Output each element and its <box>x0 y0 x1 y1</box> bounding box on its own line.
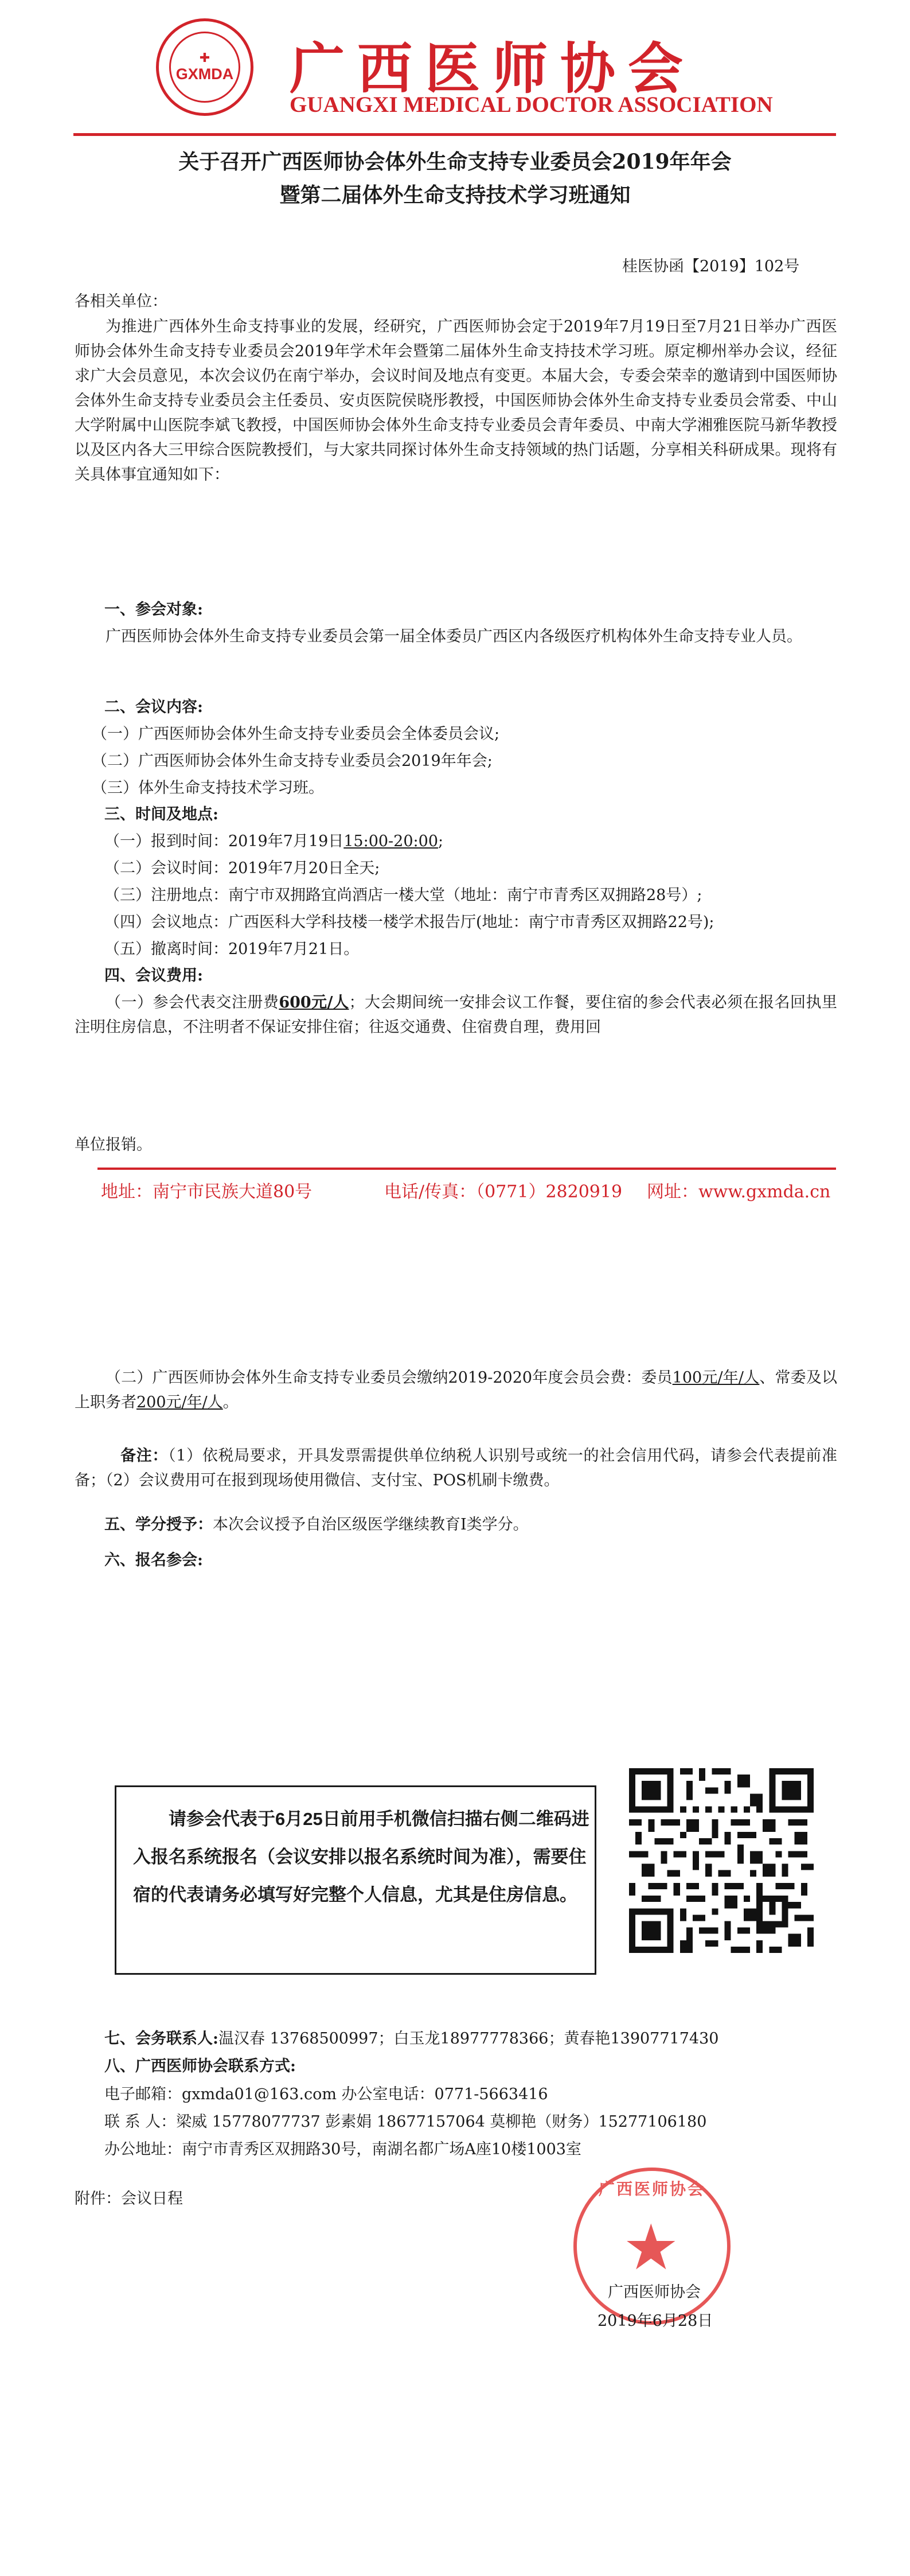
logo-inner-ring <box>169 32 240 103</box>
section2-item: （三）体外生命支持技术学习班。 <box>92 779 324 797</box>
section7-contacts: 温汉春 13768500997；白玉龙18977778366；黄春艳13907717430 <box>218 2030 719 2048</box>
header-divider <box>73 133 836 136</box>
member-fee: 100元/年/人 <box>672 1369 760 1387</box>
org-name-english: GUANGXI MEDICAL DOCTOR ASSOCIATION <box>290 92 773 117</box>
association-logo <box>156 18 253 116</box>
logo-abbreviation: GXMDA <box>175 65 234 83</box>
section1-body: 广西医师协会体外生命支持专业委员会第一届全体委员广西区内各级医疗机构体外生命支持专业人员。 <box>106 628 802 645</box>
section2-item: （二）广西医师协会体外生命支持专业委员会2019年年会; <box>92 752 493 770</box>
membership-prefix: （二）广西医师协会体外生命支持专业委员会缴纳2019-2020年度会员会费：委员 <box>106 1369 673 1387</box>
section2-heading: 二、会议内容: <box>104 698 203 716</box>
checkin-prefix: （一）报到时间：2019年7月19日 <box>104 832 344 850</box>
checkin-time: 15:00-20:00 <box>343 832 438 850</box>
footer-website: 网址：www.gxmda.cn <box>647 1182 831 1202</box>
registration-fee: 600元/人 <box>279 994 349 1011</box>
section5-body: 本次会议授予自治区级医学继续教育Ⅰ类学分。 <box>213 1516 529 1534</box>
seal-text: 广西医师协会 <box>598 2180 705 2198</box>
section3-item: （三）注册地点：南宁市双拥路宜尚酒店一楼大堂（地址：南宁市青秀区双拥路28号）; <box>104 886 702 904</box>
section2-item: （一）广西医师协会体外生命支持专业委员会全体委员会议; <box>92 725 500 743</box>
section3-item-checkin <box>104 831 443 852</box>
section3-item: （二）会议时间：2019年7月20日全天; <box>104 859 380 877</box>
notes-paragraph <box>75 1443 837 1493</box>
org-name-chinese: 广西医师协会 <box>290 36 696 101</box>
checkin-suffix: ; <box>438 832 444 850</box>
section3-item: （四）会议地点：广西医科大学科技楼一楼学术报告厅(地址：南宁市青秀区双拥路22号); <box>104 913 714 931</box>
membership-mid: 、常委及以上职务者 <box>75 1369 837 1411</box>
fee-paragraph-tail: 单位报销。 <box>75 1136 152 1154</box>
signup-notice-text: 请参会代表于6月25日前用手机微信扫描右侧二维码进入报名系统报名（会议安排以报名系统时间为准），需要住宿的代表请务必填写好完整个人信息，尤其是住房信息。 <box>133 1809 589 1905</box>
signup-qr-code-icon[interactable] <box>629 1768 814 1953</box>
salutation: 各相关单位： <box>75 293 167 310</box>
section8-heading: 八、广西医师协会联系方式: <box>104 2057 296 2075</box>
section1-heading: 一、参会对象: <box>104 601 203 618</box>
section4-heading: 四、会议费用: <box>104 967 203 985</box>
document-title-line1: 关于召开广西医师协会体外生命支持专业委员会2019年年会 <box>178 150 732 174</box>
section3-item: （五）撤离时间：2019年7月21日。 <box>104 940 360 958</box>
notes-label: 备注： <box>120 1447 169 1465</box>
senior-fee: 200元/年/人 <box>136 1394 223 1411</box>
section7 <box>104 2029 718 2049</box>
section3-heading: 三、时间及地点: <box>104 806 218 823</box>
section7-heading: 七、会务联系人: <box>104 2030 218 2048</box>
footer-address: 地址：南宁市民族大道80号 <box>101 1182 313 1202</box>
membership-end: 。 <box>222 1394 239 1411</box>
contact-address: 办公地址：南宁市青秀区双拥路30号，南湖名都广场A座10楼1003室 <box>104 2141 581 2158</box>
fee-prefix: （一）参会代表交注册费 <box>106 994 279 1011</box>
section5 <box>104 1515 529 1535</box>
intro-paragraph: 为推进广西体外生命支持事业的发展，经研究，广西医师协会定于2019年7月19日至7月21日举办广西医师协会体外生命支持专业委员会2019年学术年会暨第二届体外生命支持技术学习班。原定柳州举办会议，经征求广大会员意见，本次会议仍在南宁举办，会议时间及地点有变更。本届大会，专委会荣幸的邀请到中国医师协会体外生命支持专业委员会主任委员、安贞医院侯晓彤教授，中国医师协会体外生命支持专业委员会常委、中山大学附属中山医院李斌飞教授，中国医师协会体外生命支持专业委员会青年委员、中南大学湘雅医院马新华教授以及区内各大三甲综合医院教授们，与大家共同探讨体外生命支持领域的热门话题，分享相关科研成果。现将有关具体事宜通知如下： <box>75 318 837 484</box>
footer-phone: 电话/传真：（0771）2820919 <box>384 1182 623 1202</box>
attachment-note: 附件：会议日程 <box>75 2190 183 2208</box>
contact-people: 联 系 人：梁威 15778077737 彭素娟 18677157064 莫柳艳（财务）15277106180 <box>104 2113 707 2131</box>
membership-fee-paragraph <box>75 1365 837 1415</box>
signature-org: 广西医师协会 <box>608 2283 701 2301</box>
seal-star-icon: ★ <box>623 2211 679 2284</box>
signature-date: 2019年6月28日 <box>597 2312 713 2330</box>
footer-divider <box>97 1168 836 1170</box>
section5-heading: 五、学分授予： <box>104 1516 213 1534</box>
notes-body: （1）依税局要求，开具发票需提供单位纳税人识别号或统一的社会信用代码，请参会代表提前准备；（2）会议费用可在报到现场使用微信、支付宝、POS机刷卡缴费。 <box>75 1447 837 1489</box>
document-number: 桂医协函【2019】102号 <box>622 258 800 275</box>
fee-details: ；大会期间统一安排会议工作餐，要住宿的参会代表必须在报名回执里注明住房信息，不注明者不保证安排住宿；往返交通费、住宿费自理，费用回 <box>75 994 837 1036</box>
logo-star-icon: ✚ <box>199 50 210 65</box>
section6-heading: 六、报名参会: <box>104 1551 203 1569</box>
contact-email-phone: 电子邮箱：gxmda01@163.com 办公室电话：0771-5663416 <box>104 2085 548 2103</box>
document-title-line2: 暨第二届体外生命支持技术学习班通知 <box>279 183 631 207</box>
fee-paragraph <box>75 990 837 1040</box>
